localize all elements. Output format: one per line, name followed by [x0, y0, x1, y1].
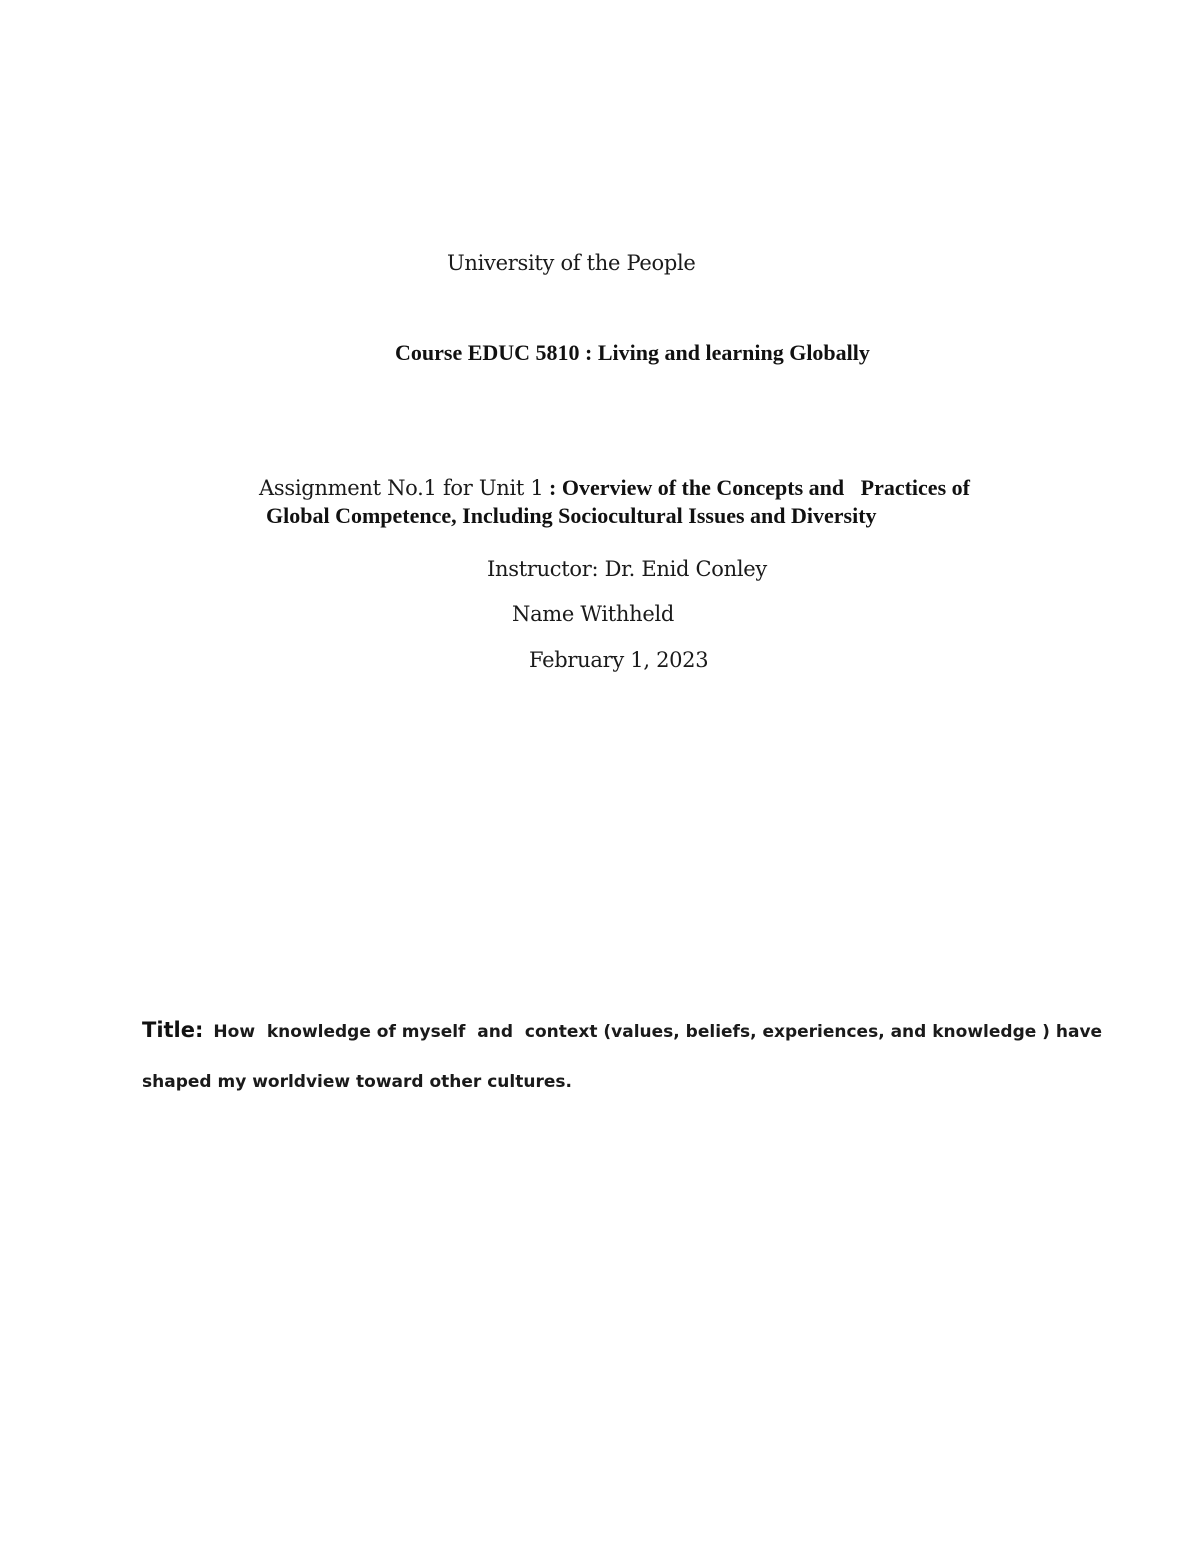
title-label: Title:: [142, 1018, 204, 1042]
assignment-prefix: Assignment No.1 for Unit 1: [259, 476, 544, 500]
assignment-heading: [259, 477, 970, 499]
assignment-separator: :: [543, 475, 562, 500]
assignment-topic-line2: Global Competence, Including Sociocultural Issues and Diversity: [266, 503, 877, 528]
assignment-topic-line1: Overview of the Concepts and Practices of: [561, 475, 970, 500]
submission-date: February 1, 2023: [529, 648, 709, 672]
instructor-line: Instructor: Dr. Enid Conley: [487, 557, 767, 581]
title-text-line2: shaped my worldview toward other cultures.: [142, 1072, 572, 1092]
title-text-line1: How knowledge of myself and context (values, beliefs, experiences, and knowledge ) have: [213, 1022, 1103, 1042]
course-title: Course EDUC 5810 : Living and learning Globally: [395, 340, 870, 365]
university-name: University of the People: [447, 251, 696, 275]
title-line1: [142, 1020, 1102, 1041]
student-name: Name Withheld: [512, 602, 675, 626]
